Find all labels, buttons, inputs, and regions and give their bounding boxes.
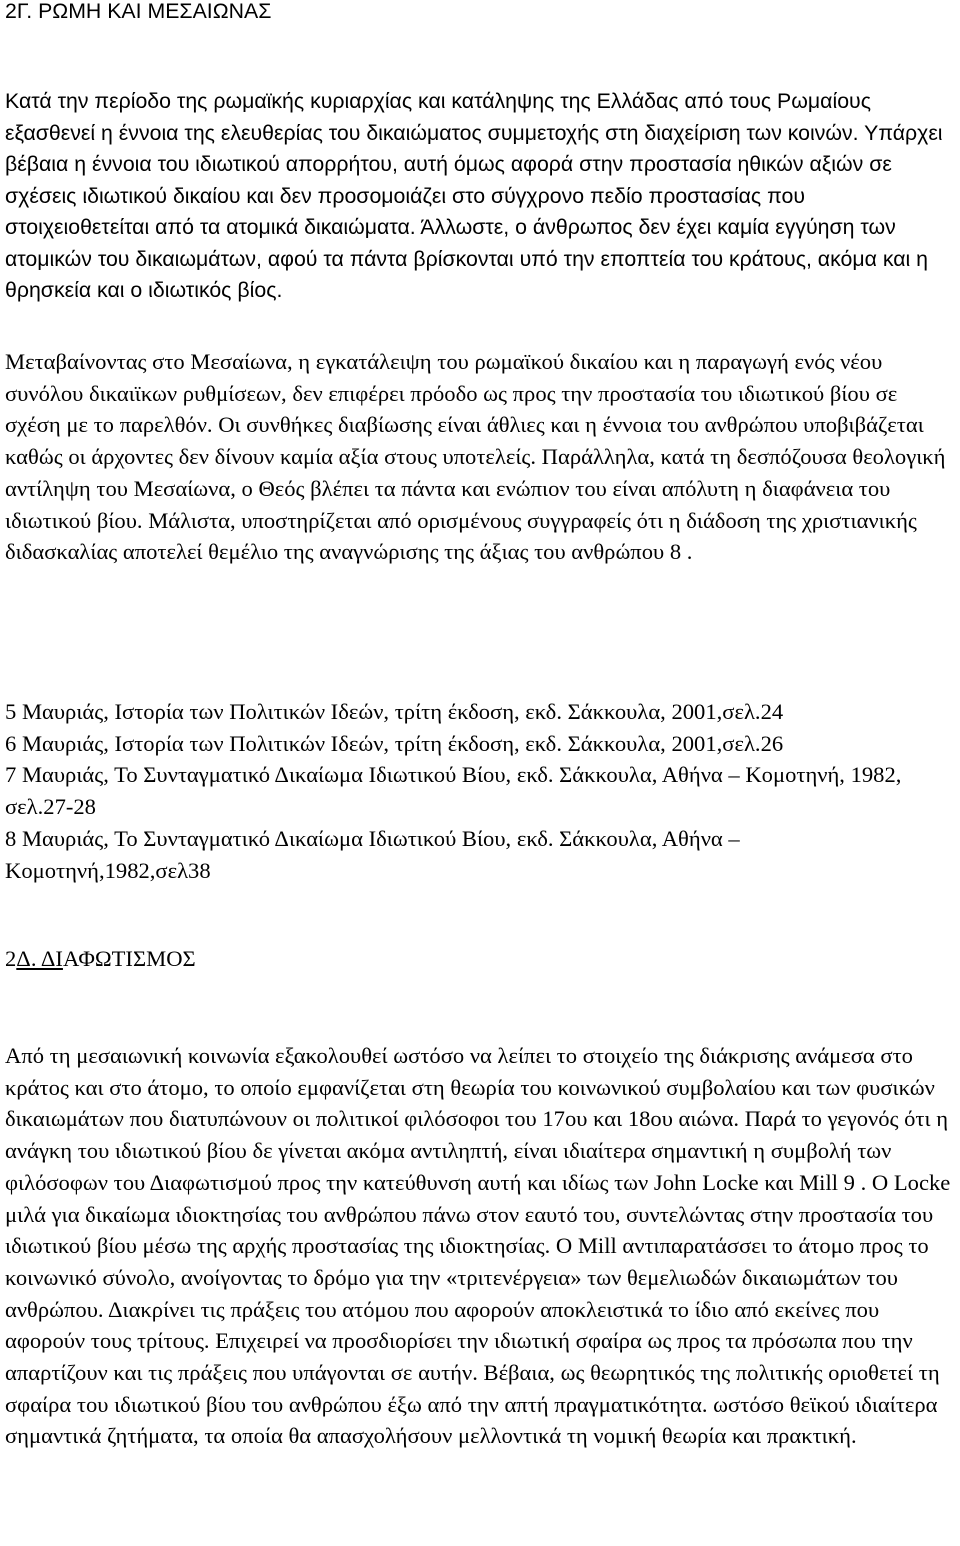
section-heading-rome-middle-ages: 2Γ. ΡΩΜΗ ΚΑΙ ΜΕΣΑΙΩΝΑΣ xyxy=(5,0,272,23)
paragraph-enlightenment: Από τη μεσαιωνική κοινωνία εξακολουθεί ωστόσο να λείπει το στοιχείο της διάκρισης ανάμεσα στο κράτος και στο άτομο, το οποίο εμφανίζεται στη θεωρία του κοινωνικού συμβολαίου και των φυσικών δικαιωμάτων που διατυπώνουν οι πολιτικοί φιλόσοφοι του 17ου και 18ου αιώνα. Παρά το γεγονός ότι η ανάγκη του ιδιωτικού βίου δε γίνεται ακόμα αντιληπτή, είναι ιδιαίτερα σημαντική η συμβολή των φιλόσοφων του Διαφωτισμού προς την κατεύθυνση αυτή και ιδίως των John Locke και Mill 9 . O Locke μιλά για δικαίωμα ιδιοκτησίας του ανθρώπου πάνω στον εαυτό του, συντελώντας στην προστασία του ιδιωτικού βίου μέσω της αρχής προστασίας της ιδιοκτησίας. Ο Mill αντιπαρατάσσει το άτομο προς το κοινωνικό σύνολο, ανοίγοντας το δρόμο για την «τριτενέργεια» των θεμελιωδών δικαιωμάτων του ανθρώπου. Διακρίνει τις πράξεις του ατόμου που αφορούν αποκλειστικά το ίδιο από εκείνες που αφορούν τους τρίτους. Επιχειρεί να προσδιορίσει την ιδιωτική σφαίρα ως προς τα πρόσωπα που την απαρτίζουν και τις πράξεις που υπάγονται σε αυτήν. Βέβαια, ως θεωρητικός της πολιτικής οριοθετεί τη σφαίρα του ιδιωτικού βίου του ανθρώπου έξω από την απτή πραγματικότητα. ωστόσο θεϊκού ιδιαίτερα σημαντικά ζητήματα, τα οποία θα απασχολήσουν μελλοντικά τη νομική θεωρία και πρακτική. xyxy=(5,1043,951,1449)
footnote-6: 6 Μαυριάς, Ιστορία των Πολιτικών Ιδεών, τρίτη έκδοση, εκδ. Σάκκουλα, 2001,σελ.26 xyxy=(5,730,784,756)
heading-suffix: ΑΦΩΤΙΣΜΟΣ xyxy=(62,946,196,971)
footnote-8: 8 Μαυριάς, Το Συνταγματικό Δικαίωμα Ιδιωτικού Βίου, εκδ. Σάκκουλα, Αθήνα – Κομοτηνή,1982,σελ38 xyxy=(5,825,740,883)
heading-prefix: 2 xyxy=(5,946,17,971)
heading-underlined: Δ. ΔΙ xyxy=(16,946,63,971)
paragraph-middle-ages: Μεταβαίνοντας στο Μεσαίωνα, η εγκατάλειψη του ρωμαϊκού δικαίου και η παραγωγή ενός νέου συνόλου δικαιϊκων ρυθμίσεων, δεν επιφέρει πρόοδο ως προς την προστασία του ιδιωτικού βίου σε σχέση με το παρελθόν. Οι συνθήκες διαβίωσης είναι άθλιες και η έννοια του ανθρώπου υποβιβάζεται καθώς οι άρχοντες δεν δίνουν καμία αξία στους υποτελείς. Παράλληλα, κατά τη δεσπόζουσα θεολογική αντίληψη του Μεσαίωνα, ο Θεός βλέπει τα πάντα και ενώπιον του είναι απόλυτη η διαφάνεια του ιδιωτικού βίου. Μάλιστα, υποστηρίζεται από ορισμένους συγγραφείς ότι η διάδοση της χριστιανικής διδασκαλίας αποτελεί θεμέλιο της αναγνώρισης της άξιας του ανθρώπου 8 . xyxy=(5,349,946,565)
footnotes xyxy=(5,696,940,886)
paragraph-roman-period: Κατά την περίοδο της ρωμαϊκής κυριαρχίας και κατάληψης της Ελλάδας από τους Ρωμαίους εξασθενεί η έννοια της ελευθερίας του δικαιώματος συμμετοχής στη διαχείριση των κοινών. Υπάρχει βέβαια η έννοια του ιδιωτικού απορρήτου, αυτή όμως αφορά στην προστασία ηθικών αξιών σε σχέσεις ιδιωτικού δικαίου και δεν προσομοιάζει στο σύγχρονο πεδίο προστασίας που στοιχειοθετείται από τα ατομικά δικαιώματα. Άλλωστε, ο άνθρωπος δεν έχει καμία εγγύηση των ατομικών του δικαιωμάτων, αφού τα πάντα βρίσκονται υπό την εποπτεία του κράτους, ακόμα και η θρησκεία και ο ιδιωτικός βίος. xyxy=(5,89,943,302)
footnote-5: 5 Μαυριάς, Ιστορία των Πολιτικών Ιδεών, τρίτη έκδοση, εκδ. Σάκκουλα, 2001,σελ.24 xyxy=(5,699,784,724)
footnote-7: 7 Μαυριάς, Το Συνταγματικό Δικαίωμα Ιδιωτικού Βίου, εκδ. Σάκκουλα, Αθήνα – Κομοτηνή, 1982, σελ.27-28 xyxy=(5,762,902,820)
section-heading-enlightenment xyxy=(5,943,955,975)
